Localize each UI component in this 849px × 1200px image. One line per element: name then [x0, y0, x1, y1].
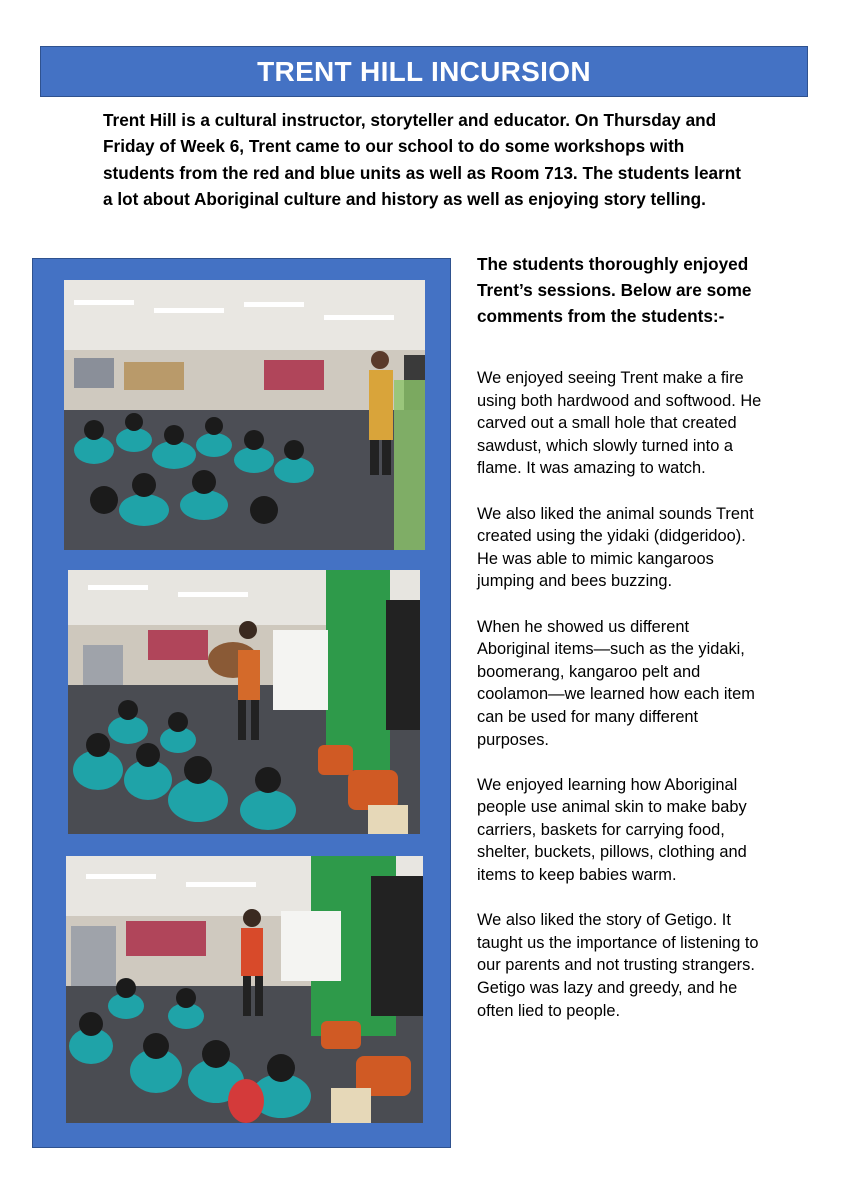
intro-paragraph: Trent Hill is a cultural instructor, storyteller and educator. On Thursday and Friday of Week 6, Trent came to our school to do some workshops with students from the red and blue units as well as Room 713. The students learnt a lot about Aboriginal culture and history as well as enjoying story telling.: [103, 110, 741, 210]
photo-storytelling: [66, 856, 423, 1123]
comment-getigo: We also liked the story of Getigo. It taught us the importance of listening to our parents and not trusting strangers. Getigo was lazy and greedy, and he often lied to people.: [477, 911, 759, 1020]
comment-fire: We enjoyed seeing Trent make a fire using both hardwood and softwood. He carved out a small hole that created sawdust, which slowly turned into a flame. It was amazing to watch.: [477, 369, 762, 478]
comment-animal-skin: We enjoyed learning how Aboriginal people use animal skin to make baby carriers, baskets for carrying food, shelter, buckets, pillows, clothing and items to keep babies warm.: [477, 775, 747, 885]
photo-animal-items: [68, 570, 420, 834]
page-title: TRENT HILL INCURSION: [257, 55, 591, 87]
photo-fire-lesson: [64, 280, 425, 550]
comments-heading: The students thoroughly enjoyed Trent’s sessions. Below are some comments from the students:-: [477, 254, 752, 326]
title-banner: [40, 46, 808, 97]
comment-items: When he showed us different Aboriginal items—such as the yidaki, boomerang, kangaroo pelt and coolamon—we learned how each item can be used for many different purposes.: [477, 617, 755, 749]
comment-yidaki: We also liked the animal sounds Trent created using the yidaki (didgeridoo). He was able to mimic kangaroos jumping and bees buzzing.: [477, 504, 754, 591]
student-comments: [477, 367, 762, 1045]
photo-panel: [32, 258, 451, 1148]
